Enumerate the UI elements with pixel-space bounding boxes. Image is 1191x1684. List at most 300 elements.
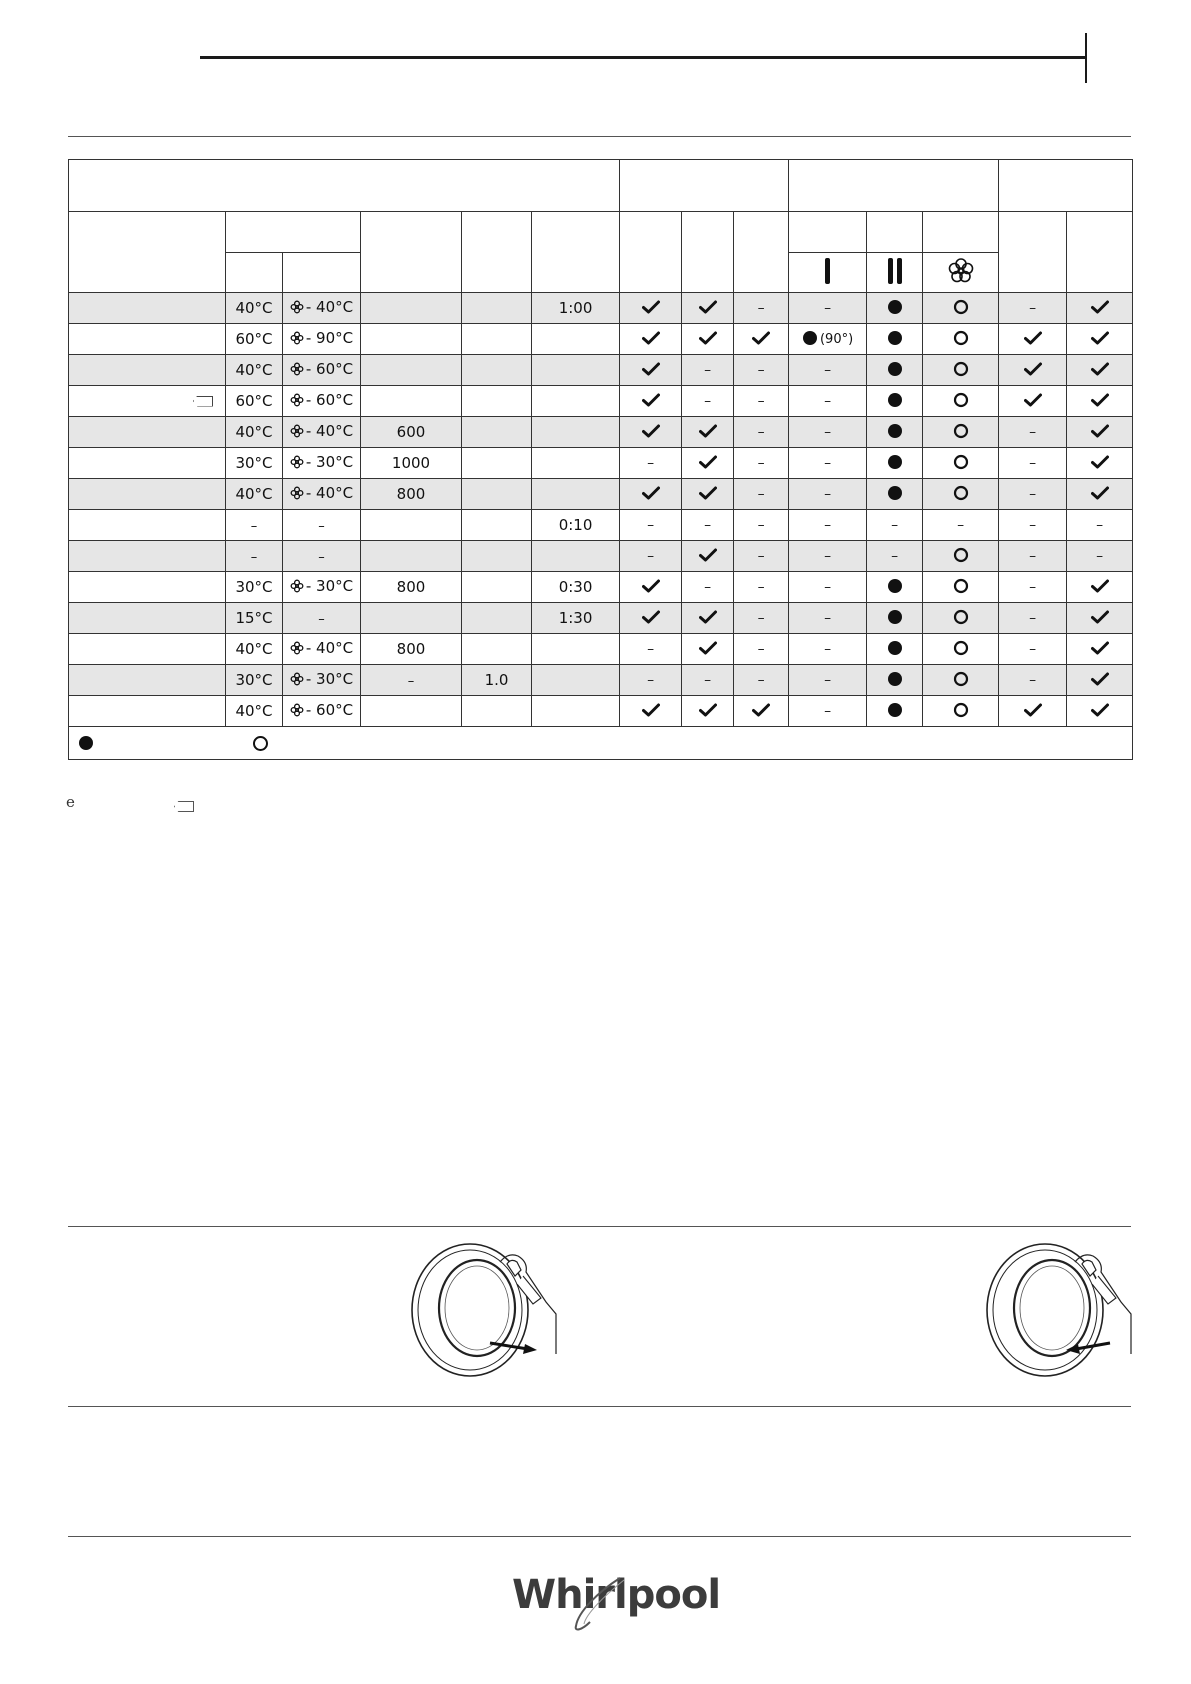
programme-name-cell: [69, 696, 226, 727]
dash-icon: –: [824, 424, 832, 440]
dash-icon: –: [757, 424, 765, 440]
option-cell-d1: [789, 696, 867, 727]
temp-range-value: - 90°C: [305, 328, 354, 347]
option-cell-d2: [867, 293, 923, 324]
dash-icon: –: [824, 579, 832, 595]
option-cell-c1: [620, 634, 682, 665]
temp-max-cell: [226, 634, 283, 665]
option-cell-c3: [734, 603, 789, 634]
temp-range-value: - 60°C: [305, 700, 354, 719]
max-load-cell: [462, 572, 532, 603]
table-row: [69, 696, 1133, 727]
programme-name-cell: [69, 541, 226, 572]
temp-max-cell: [226, 541, 283, 572]
option-cell-d1: [789, 324, 867, 355]
check-icon: [1091, 486, 1109, 504]
temp-range-cell: [283, 603, 361, 634]
dash-icon: –: [757, 455, 765, 471]
max-load-cell: [462, 386, 532, 417]
filled-dot-icon: [887, 363, 903, 381]
cold-wash-icon: [290, 703, 304, 720]
temp-max-value: 30°C: [235, 577, 273, 596]
option-cell-d2: [867, 324, 923, 355]
cold-wash-icon: [290, 672, 304, 689]
section-divider-door-bottom: [68, 1406, 1131, 1407]
empty-ring-icon: [953, 332, 969, 350]
empty-ring-icon: [953, 425, 969, 443]
option-cell-d2: [867, 510, 923, 541]
spin-speed-cell: [361, 293, 462, 324]
header-cell-b3: [923, 212, 999, 253]
dash-icon: –: [1029, 610, 1037, 626]
legend-cell: [69, 727, 1133, 760]
option-cell-c1: [620, 479, 682, 510]
header-cell-temperature: [226, 212, 361, 253]
max-load-cell: [462, 293, 532, 324]
max-load-cell: [462, 355, 532, 386]
header-cell-b1: [789, 212, 867, 253]
spin-speed-cell: [361, 572, 462, 603]
option-cell-e2: [1067, 293, 1133, 324]
temp-max-cell: [226, 417, 283, 448]
header-cell-c2: [1067, 212, 1133, 293]
dash-icon: –: [824, 703, 832, 719]
spin-speed-cell: [361, 386, 462, 417]
option-cell-d3: [923, 572, 999, 603]
header-rule-tick: [1085, 33, 1087, 83]
filled-dot-icon: [887, 301, 903, 319]
empty-ring-icon: [953, 611, 969, 629]
table-row: [69, 293, 1133, 324]
option-cell-e2: [1067, 603, 1133, 634]
max-load-cell: [462, 510, 532, 541]
filled-dot-icon: [887, 487, 903, 505]
empty-ring-icon: [953, 487, 969, 505]
option-cell-c1: [620, 510, 682, 541]
option-cell-e1: [999, 293, 1067, 324]
temp-range-value: - 40°C: [305, 638, 354, 657]
temp-max-cell: [226, 355, 283, 386]
check-icon: [699, 703, 717, 721]
header-cell-group-c: [999, 160, 1133, 212]
dash-icon: –: [1096, 517, 1104, 533]
filled-dot-icon: [887, 704, 903, 722]
option-cell-d1: [789, 355, 867, 386]
dash-icon: –: [891, 548, 899, 564]
option-cell-c1: [620, 665, 682, 696]
option-cell-c2: [682, 324, 734, 355]
temp-range-cell: [283, 665, 361, 696]
empty-ring-icon: [953, 456, 969, 474]
max-load-cell: [462, 479, 532, 510]
header-cell-name: [69, 212, 226, 293]
option-cell-c2: [682, 696, 734, 727]
filled-dot-icon: [887, 456, 903, 474]
option-cell-c3: [734, 448, 789, 479]
header-cell-spin: [361, 212, 462, 293]
temp-max-cell: [226, 479, 283, 510]
temp-range-value: - 30°C: [305, 452, 354, 471]
temp-max-cell: [226, 603, 283, 634]
empty-ring-icon: [953, 673, 969, 691]
dash-icon: –: [647, 455, 655, 471]
check-icon: [1024, 703, 1042, 721]
duration-value: 0:10: [558, 515, 593, 534]
spin-speed-value: –: [407, 673, 415, 689]
table-row: [69, 448, 1133, 479]
spin-speed-cell: [361, 665, 462, 696]
option-cell-d1: [789, 510, 867, 541]
option-cell-c3: [734, 634, 789, 665]
option-cell-d3: [923, 355, 999, 386]
option-cell-c2: [682, 603, 734, 634]
option-cell-c2: [682, 541, 734, 572]
temp-max-cell: [226, 386, 283, 417]
option-cell-e1: [999, 634, 1067, 665]
programme-name-cell: [69, 293, 226, 324]
spin-speed-value: 600: [396, 422, 426, 441]
option-cell-e1: [999, 448, 1067, 479]
duration-cell: [532, 665, 620, 696]
cold-wash-icon: [290, 455, 304, 472]
header-cell-programme: [69, 160, 620, 212]
option-cell-d2: [867, 572, 923, 603]
option-cell-e1: [999, 510, 1067, 541]
temp-max-cell: [226, 510, 283, 541]
max-load-cell: [462, 448, 532, 479]
table-row: [69, 479, 1133, 510]
duration-cell: [532, 479, 620, 510]
max-load-cell: [462, 541, 532, 572]
programme-name-cell: [69, 355, 226, 386]
spin-speed-cell: [361, 541, 462, 572]
check-icon: [752, 331, 770, 349]
dash-icon: –: [757, 672, 765, 688]
option-cell-e2: [1067, 386, 1133, 417]
option-cell-c3: [734, 665, 789, 696]
temp-max-value: 30°C: [235, 670, 273, 689]
programme-name-cell: [69, 417, 226, 448]
option-cell-e2: [1067, 665, 1133, 696]
cold-wash-icon: [290, 331, 304, 348]
option-cell-e2: [1067, 510, 1133, 541]
cold-wash-icon: [290, 579, 304, 596]
duration-cell: [532, 634, 620, 665]
option-cell-c1: [620, 417, 682, 448]
dash-icon: –: [824, 393, 832, 409]
cold-wash-icon: [290, 424, 304, 441]
check-icon: [642, 393, 660, 411]
filled-dot-icon: [887, 642, 903, 660]
option-cell-c1: [620, 355, 682, 386]
option-cell-d3: [923, 541, 999, 572]
dash-icon: –: [1029, 672, 1037, 688]
option-cell-c2: [682, 479, 734, 510]
spin-speed-value: 1000: [391, 453, 431, 472]
header-cell-temp-max: [226, 253, 283, 293]
header-cell-b2: [867, 212, 923, 253]
option-cell-d2: [867, 603, 923, 634]
option-cell-c2: [682, 293, 734, 324]
check-icon: [642, 300, 660, 318]
spin-speed-cell: [361, 510, 462, 541]
tag-icon: [193, 396, 213, 407]
dash-icon: –: [704, 672, 712, 688]
spin-speed-cell: [361, 479, 462, 510]
dash-icon: –: [1029, 486, 1037, 502]
programme-name-cell: [69, 324, 226, 355]
header-cell-load: [462, 212, 532, 293]
dash-icon: –: [704, 393, 712, 409]
temp-range-cell: [283, 696, 361, 727]
option-cell-c3: [734, 324, 789, 355]
check-icon: [1091, 424, 1109, 442]
cold-wash-icon: [290, 362, 304, 379]
check-icon: [642, 331, 660, 349]
option-cell-c1: [620, 293, 682, 324]
compartment-3-cell: [923, 253, 999, 293]
section-divider-door-top: [68, 1226, 1131, 1227]
temp-max-cell: [226, 448, 283, 479]
option-cell-e2: [1067, 324, 1133, 355]
programme-name-cell: [69, 572, 226, 603]
temp-max-value: –: [250, 518, 258, 534]
cold-wash-icon: [290, 393, 304, 410]
spin-speed-cell: [361, 603, 462, 634]
footnote-symbol: e: [66, 793, 75, 811]
filled-dot-icon: [887, 394, 903, 412]
dash-icon: –: [824, 486, 832, 502]
check-icon: [699, 455, 717, 473]
filled-dot-icon: [887, 580, 903, 598]
temp-range-cell: [283, 541, 361, 572]
header-cell-group-a: [620, 160, 789, 212]
table-row: [69, 603, 1133, 634]
header-cell-duration: [532, 212, 620, 293]
option-cell-d1: [789, 417, 867, 448]
check-icon: [1024, 331, 1042, 349]
max-load-cell: [462, 417, 532, 448]
header-cell-temp-range: [283, 253, 361, 293]
check-icon: [1091, 362, 1109, 380]
temp-max-value: 40°C: [235, 360, 273, 379]
option-cell-e1: [999, 417, 1067, 448]
door-open-illustration: [405, 1240, 565, 1380]
footer-divider: [68, 1536, 1131, 1537]
dash-icon: –: [757, 610, 765, 626]
check-icon: [1091, 579, 1109, 597]
temp-range-value: - 40°C: [305, 483, 354, 502]
check-icon: [1091, 672, 1109, 690]
check-icon: [1091, 300, 1109, 318]
table-row: [69, 634, 1133, 665]
check-icon: [1091, 393, 1109, 411]
duration-value: 1:30: [558, 608, 593, 627]
option-cell-c3: [734, 386, 789, 417]
cold-wash-icon: [290, 300, 304, 317]
temp-range-cell: [283, 355, 361, 386]
temp-range-value: –: [318, 518, 325, 534]
check-icon: [699, 548, 717, 566]
dash-icon: –: [824, 610, 832, 626]
option-cell-c2: [682, 386, 734, 417]
prewash-temp-note: (90°): [819, 331, 854, 347]
option-cell-c1: [620, 386, 682, 417]
option-cell-c3: [734, 541, 789, 572]
header-cell-a1: [620, 212, 682, 293]
programme-name-cell: [69, 603, 226, 634]
dash-icon: –: [824, 300, 832, 316]
option-cell-e2: [1067, 355, 1133, 386]
duration-cell: [532, 510, 620, 541]
check-icon: [642, 424, 660, 442]
temp-max-value: 40°C: [235, 422, 273, 441]
option-cell-c3: [734, 510, 789, 541]
programme-name-cell: [69, 386, 226, 417]
check-icon: [642, 579, 660, 597]
option-cell-c2: [682, 417, 734, 448]
temp-max-cell: [226, 696, 283, 727]
dash-icon: –: [824, 362, 832, 378]
temp-max-value: 30°C: [235, 453, 273, 472]
header-rule: [200, 56, 1085, 59]
softener-flower-icon: [947, 257, 975, 285]
temp-range-value: –: [318, 549, 325, 565]
temp-range-cell: [283, 324, 361, 355]
temp-max-cell: [226, 572, 283, 603]
temp-max-value: 40°C: [235, 639, 273, 658]
dash-icon: –: [647, 641, 655, 657]
option-cell-e2: [1067, 479, 1133, 510]
check-icon: [699, 641, 717, 659]
check-icon: [752, 703, 770, 721]
option-cell-d3: [923, 293, 999, 324]
programme-name-cell: [69, 479, 226, 510]
empty-ring-icon: [953, 580, 969, 598]
empty-ring-icon: [953, 704, 969, 722]
check-icon: [1091, 331, 1109, 349]
duration-value: 0:30: [558, 577, 593, 596]
header-cell-a2: [682, 212, 734, 293]
option-cell-c1: [620, 448, 682, 479]
option-cell-c3: [734, 417, 789, 448]
option-cell-d2: [867, 417, 923, 448]
option-cell-d2: [867, 479, 923, 510]
temp-max-cell: [226, 293, 283, 324]
whirlpool-swoosh-icon: [568, 1572, 638, 1632]
programme-name-cell: [69, 448, 226, 479]
dash-icon: –: [1029, 548, 1037, 564]
empty-ring-icon: [953, 363, 969, 381]
option-cell-d3: [923, 665, 999, 696]
temp-range-value: - 30°C: [305, 669, 354, 688]
dash-icon: –: [704, 362, 712, 378]
temp-max-value: 15°C: [235, 608, 273, 627]
dash-icon: –: [647, 517, 655, 533]
option-cell-d3: [923, 448, 999, 479]
spin-speed-cell: [361, 696, 462, 727]
dash-icon: –: [824, 517, 832, 533]
temp-max-value: 40°C: [235, 298, 273, 317]
dash-icon: –: [1029, 300, 1037, 316]
empty-ring-icon: [953, 549, 969, 567]
check-icon: [1091, 641, 1109, 659]
check-icon: [1024, 393, 1042, 411]
option-cell-d2: [867, 634, 923, 665]
table-row: [69, 355, 1133, 386]
check-icon: [699, 331, 717, 349]
option-cell-c3: [734, 293, 789, 324]
option-cell-e1: [999, 355, 1067, 386]
max-load-cell: [462, 665, 532, 696]
option-cell-e2: [1067, 417, 1133, 448]
duration-cell: [532, 324, 620, 355]
duration-cell: [532, 417, 620, 448]
temp-range-value: - 30°C: [305, 576, 354, 595]
empty-ring-icon: [953, 642, 969, 660]
spin-speed-cell: [361, 417, 462, 448]
table-row: [69, 417, 1133, 448]
dash-icon: –: [704, 517, 712, 533]
option-cell-d1: [789, 665, 867, 696]
check-icon: [699, 486, 717, 504]
option-cell-c1: [620, 324, 682, 355]
check-icon: [642, 703, 660, 721]
option-cell-d3: [923, 696, 999, 727]
option-cell-e1: [999, 386, 1067, 417]
option-cell-e1: [999, 572, 1067, 603]
check-icon: [642, 610, 660, 628]
option-cell-e2: [1067, 572, 1133, 603]
programme-table: [68, 159, 1133, 760]
option-cell-c1: [620, 541, 682, 572]
duration-cell: [532, 386, 620, 417]
table-row: [69, 510, 1133, 541]
option-cell-c1: [620, 696, 682, 727]
option-cell-c1: [620, 603, 682, 634]
option-cell-e1: [999, 541, 1067, 572]
empty-ring-icon: [953, 394, 969, 412]
duration-cell: [532, 603, 620, 634]
max-load-cell: [462, 324, 532, 355]
dash-icon: –: [757, 579, 765, 595]
option-cell-e1: [999, 324, 1067, 355]
spin-speed-value: 800: [396, 484, 426, 503]
option-cell-d3: [923, 510, 999, 541]
dash-icon: –: [757, 517, 765, 533]
duration-value: 1:00: [558, 298, 593, 317]
temp-max-cell: [226, 324, 283, 355]
option-cell-d3: [923, 417, 999, 448]
filled-dot-icon: [887, 332, 903, 350]
dash-icon: –: [647, 548, 655, 564]
dash-icon: –: [1029, 517, 1037, 533]
option-cell-d3: [923, 324, 999, 355]
filled-dot-icon: [802, 332, 818, 350]
temp-range-value: - 40°C: [305, 297, 354, 316]
dash-icon: –: [957, 517, 965, 533]
temp-range-cell: [283, 448, 361, 479]
temp-max-value: 60°C: [235, 329, 273, 348]
spin-speed-value: 800: [396, 639, 426, 658]
duration-cell: [532, 572, 620, 603]
temp-range-value: –: [318, 611, 325, 627]
table-header-row-1: [69, 160, 1133, 212]
check-icon: [1024, 362, 1042, 380]
dash-icon: –: [1029, 455, 1037, 471]
dash-icon: –: [1096, 548, 1104, 564]
dash-icon: –: [757, 393, 765, 409]
